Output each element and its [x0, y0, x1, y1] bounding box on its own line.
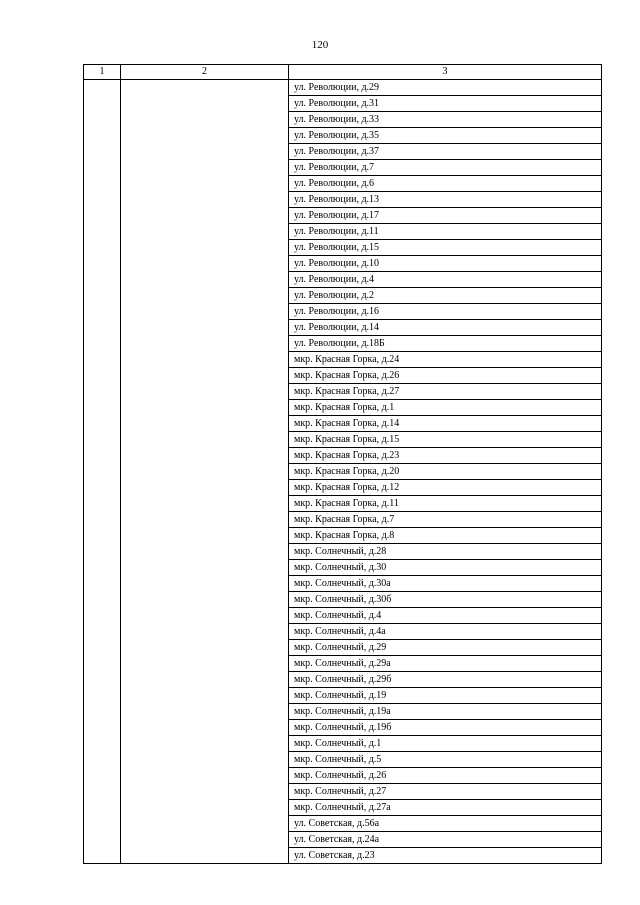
address-cell: ул. Революции, д.35	[289, 128, 602, 144]
address-cell: ул. Советская, д.23	[289, 848, 602, 864]
address-cell: мкр. Солнечный, д.29	[289, 640, 602, 656]
address-cell: мкр. Солнечный, д.19б	[289, 720, 602, 736]
address-cell: ул. Революции, д.31	[289, 96, 602, 112]
address-table	[83, 64, 602, 864]
column-1-cell	[84, 80, 121, 864]
table-row	[84, 80, 602, 96]
address-cell: мкр. Солнечный, д.30	[289, 560, 602, 576]
address-cell: ул. Революции, д.6	[289, 176, 602, 192]
address-cell: мкр. Солнечный, д.19а	[289, 704, 602, 720]
address-cell: мкр. Красная Горка, д.14	[289, 416, 602, 432]
address-cell: ул. Революции, д.14	[289, 320, 602, 336]
page-number: 120	[311, 39, 329, 51]
column-header-2: 2	[121, 65, 289, 80]
address-cell: мкр. Солнечный, д.30б	[289, 592, 602, 608]
column-header-3: 3	[289, 65, 602, 80]
address-cell: мкр. Солнечный, д.5	[289, 752, 602, 768]
address-cell: ул. Революции, д.2	[289, 288, 602, 304]
address-cell: мкр. Красная Горка, д.20	[289, 464, 602, 480]
address-cell: ул. Революции, д.18Б	[289, 336, 602, 352]
address-cell: мкр. Солнечный, д.29а	[289, 656, 602, 672]
address-cell: мкр. Красная Горка, д.12	[289, 480, 602, 496]
address-cell: ул. Революции, д.37	[289, 144, 602, 160]
column-2-cell	[121, 80, 289, 864]
address-cell: ул. Революции, д.16	[289, 304, 602, 320]
address-cell: мкр. Солнечный, д.4	[289, 608, 602, 624]
address-cell: мкр. Солнечный, д.19	[289, 688, 602, 704]
address-cell: ул. Революции, д.10	[289, 256, 602, 272]
address-cell: мкр. Солнечный, д.27а	[289, 800, 602, 816]
column-header-1: 1	[84, 65, 121, 80]
address-cell: мкр. Красная Горка, д.23	[289, 448, 602, 464]
address-cell: мкр. Красная Горка, д.7	[289, 512, 602, 528]
address-cell: мкр. Красная Горка, д.8	[289, 528, 602, 544]
address-cell: ул. Революции, д.17	[289, 208, 602, 224]
address-cell: ул. Советская, д.56а	[289, 816, 602, 832]
address-cell: мкр. Красная Горка, д.1	[289, 400, 602, 416]
address-cell: мкр. Солнечный, д.28	[289, 544, 602, 560]
address-cell: ул. Революции, д.4	[289, 272, 602, 288]
address-cell: ул. Революции, д.11	[289, 224, 602, 240]
address-cell: мкр. Красная Горка, д.15	[289, 432, 602, 448]
address-cell: ул. Революции, д.29	[289, 80, 602, 96]
address-cell: ул. Советская, д.24а	[289, 832, 602, 848]
address-cell: мкр. Красная Горка, д.11	[289, 496, 602, 512]
address-cell: мкр. Красная Горка, д.24	[289, 352, 602, 368]
address-cell: ул. Революции, д.13	[289, 192, 602, 208]
table-header-row	[84, 65, 602, 80]
address-table-body	[84, 65, 602, 864]
address-cell: мкр. Солнечный, д.30а	[289, 576, 602, 592]
address-cell: ул. Революции, д.15	[289, 240, 602, 256]
address-cell: мкр. Солнечный, д.29б	[289, 672, 602, 688]
address-cell: ул. Революции, д.33	[289, 112, 602, 128]
address-cell: мкр. Солнечный, д.1	[289, 736, 602, 752]
address-cell: мкр. Солнечный, д.27	[289, 784, 602, 800]
address-cell: мкр. Красная Горка, д.27	[289, 384, 602, 400]
address-cell: мкр. Солнечный, д.26	[289, 768, 602, 784]
address-cell: мкр. Красная Горка, д.26	[289, 368, 602, 384]
address-cell: ул. Революции, д.7	[289, 160, 602, 176]
address-cell: мкр. Солнечный, д.4а	[289, 624, 602, 640]
